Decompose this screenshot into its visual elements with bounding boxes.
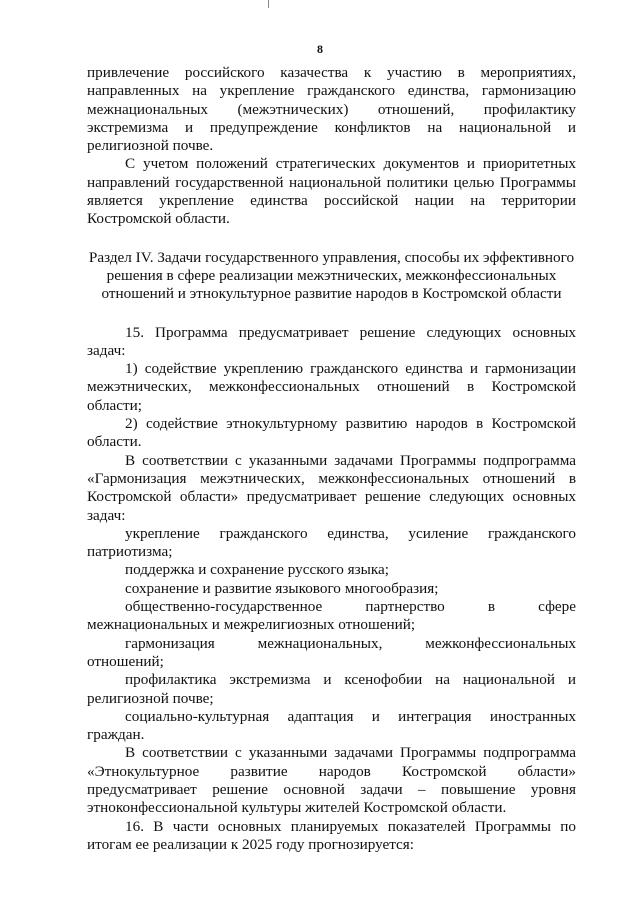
page-number: 8 [317,42,323,56]
paragraph: привлечение российского казачества к участию в мероприятиях, направленных на укрепление гражданского единства, гармонизацию межнациональных (межэтнических) отношений, профилактику экстремизма и предупреждение конфликтов на национальной и религиозной почве. [87,64,576,155]
paragraph: С учетом положений стратегических документов и приоритетных направлений государственной национальной политики целью Программы является укрепление единства российской нации на территории Костромской области. [87,155,576,228]
paragraph: В соответствии с указанными задачами Программы подпрограмма «Этнокультурное развитие народов Костромской области» предусматривает решение основной задачи – повышение уровня этноконфессиональной культуры жителей Костромской области. [87,744,576,817]
section-heading: Раздел IV. Задачи государственного управления, способы их эффективного решения в сфере реализации межэтнических, межконфессиональных отношений и этнокультурное развитие народов в Костромской области [88,248,575,303]
list-item: гармонизация межнациональных, межконфессиональных отношений; [87,634,576,670]
list-item: поддержка и сохранение русского языка; [125,561,389,579]
list-item: общественно-государственное партнерство в сфере межнациональных и межрелигиозных отношений; [87,598,576,634]
list-item: сохранение и развитие языкового многообразия; [125,579,439,597]
list-item: укрепление гражданского единства, усиление гражданского патриотизма; [87,524,576,561]
paragraph: 2) содействие этнокультурному развитию народов в Костромской области. [87,415,576,451]
paragraph: 16. В части основных планируемых показателей Программы по итогам ее реализации к 2025 году прогнозируется: [87,817,576,853]
list-item: профилактика экстремизма и ксенофобии на национальной и религиозной почве; [87,671,576,707]
document-body [87,64,576,854]
scan-mark [268,0,269,8]
paragraph: 1) содействие укреплению гражданского единства и гармонизации межэтнических, межконфессиональных отношений в Костромской области; [87,360,576,414]
paragraph: 15. Программа предусматривает решение следующих основных задач: [87,323,576,359]
list-item: социально-культурная адаптация и интеграция иностранных граждан. [87,707,576,744]
paragraph: В соответствии с указанными задачами Программы подпрограмма «Гармонизация межэтнических, межконфессиональных отношений в Костромской области» предусматривает решение следующих основных задач: [87,451,576,524]
